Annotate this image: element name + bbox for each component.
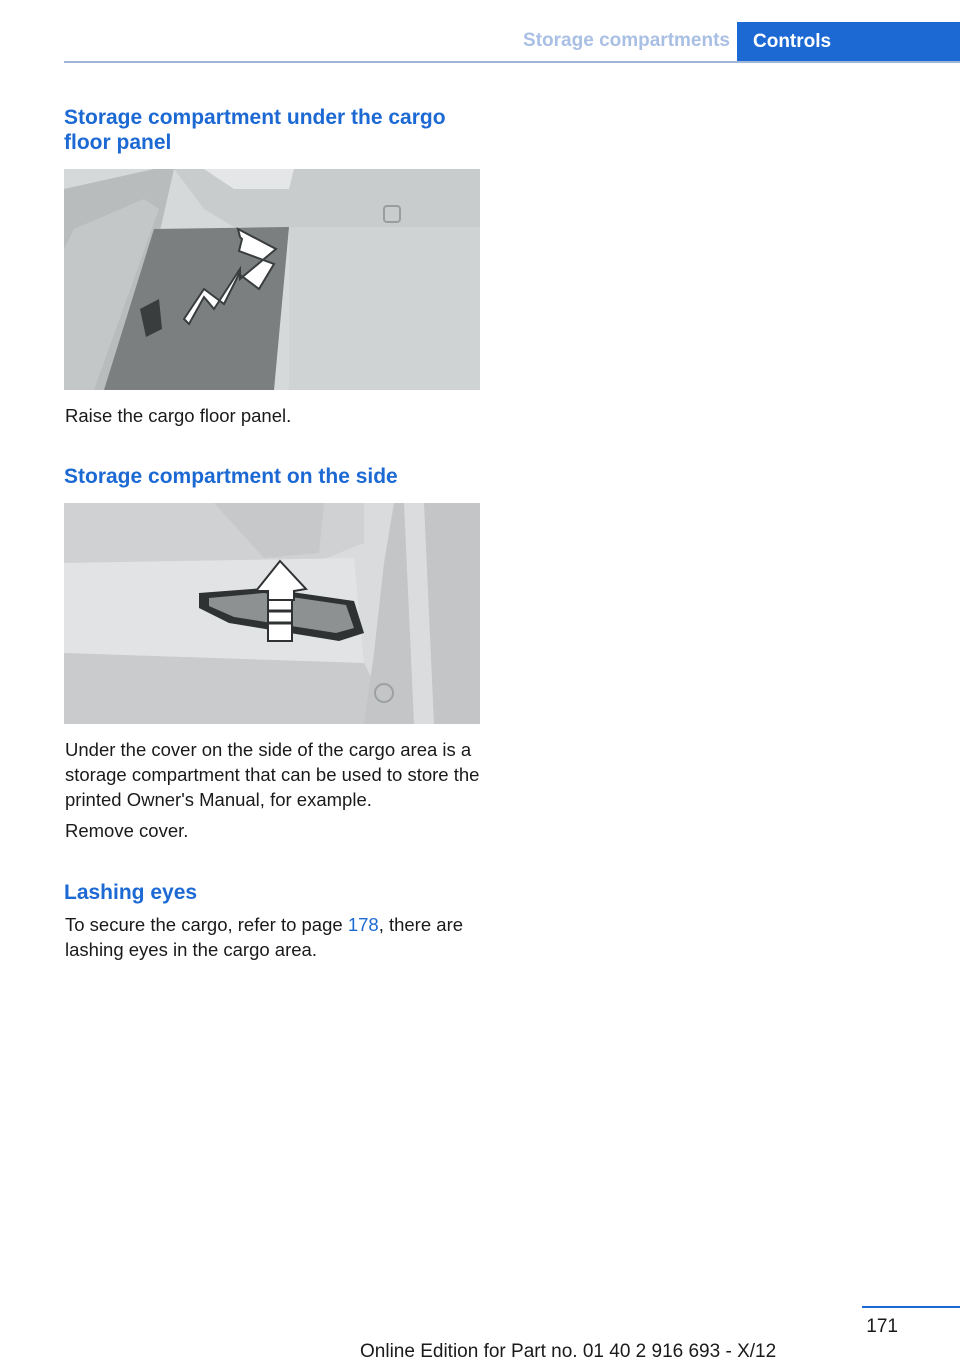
side-compartment-illustration bbox=[64, 503, 480, 724]
section-heading-side-compartment: Storage compartment on the side bbox=[64, 465, 398, 488]
section-heading-cargo-floor: Storage compartment under the cargo floor panel bbox=[64, 106, 446, 154]
section-heading-lashing-eyes: Lashing eyes bbox=[64, 881, 198, 904]
header-chapter-tab[interactable]: Controls bbox=[737, 22, 960, 62]
lashing-text-after: , there are lashing eyes in the cargo area. bbox=[65, 914, 464, 960]
header-section-title: Storage compartments bbox=[523, 30, 730, 51]
page-number: 171 bbox=[866, 1316, 898, 1337]
paragraph-remove-cover: Remove cover. bbox=[65, 820, 189, 841]
paragraph-lashing-eyes bbox=[65, 912, 483, 962]
page-reference-link[interactable]: 178 bbox=[347, 914, 379, 935]
lashing-text-before: To secure the cargo, refer to page bbox=[65, 914, 348, 935]
paragraph-side-compartment-info: Under the cover on the side of the cargo area is a storage compartment that can be used to store the printed Owner's Manual, for example. bbox=[65, 739, 480, 810]
cargo-floor-panel-illustration bbox=[64, 169, 480, 390]
edition-note: Online Edition for Part no. 01 40 2 916 693 - X/12 bbox=[360, 1341, 777, 1362]
footer-divider bbox=[862, 1306, 960, 1308]
header-divider bbox=[64, 61, 960, 63]
paragraph-raise-floor-panel: Raise the cargo floor panel. bbox=[65, 405, 292, 426]
